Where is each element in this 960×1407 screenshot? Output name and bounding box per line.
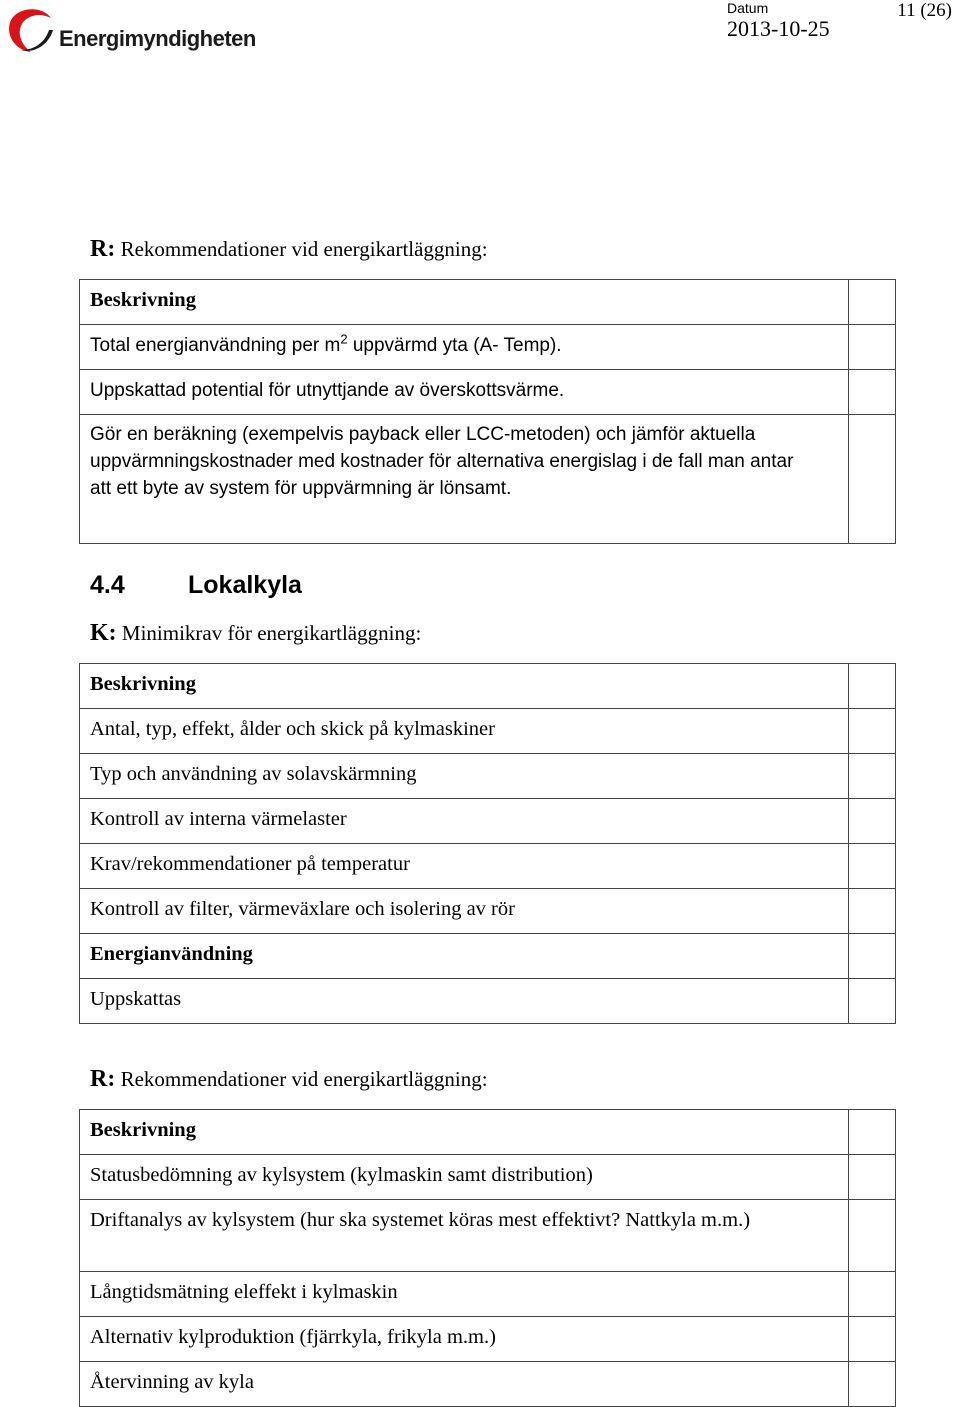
section-title bbox=[90, 571, 302, 600]
checkbox-cell[interactable] bbox=[849, 664, 896, 709]
checkbox-cell[interactable] bbox=[849, 889, 896, 934]
energy-use-header: Energianvändning bbox=[80, 934, 849, 979]
checkbox-cell[interactable] bbox=[849, 709, 896, 754]
table-row: Statusbedömning av kylsystem (kylmaskin samt distribution) bbox=[80, 1155, 849, 1200]
checkbox-cell[interactable] bbox=[849, 799, 896, 844]
recommendations-heading-text: Rekommendationer vid energikartläggning: bbox=[120, 1067, 488, 1091]
checkbox-cell[interactable] bbox=[849, 1155, 896, 1200]
description-header: Beskrivning bbox=[80, 1110, 849, 1155]
checkbox-cell[interactable] bbox=[849, 1110, 896, 1155]
page-number: 11 (26) bbox=[897, 0, 952, 21]
table-row: Driftanalys av kylsystem (hur ska systemet köras mest effektivt? Nattkyla m.m.) bbox=[80, 1200, 849, 1272]
description-header: Beskrivning bbox=[80, 280, 849, 325]
table-row: Uppskattad potential för utnyttjande av överskottsvärme. bbox=[80, 370, 849, 415]
table-row: Långtidsmätning eleffekt i kylmaskin bbox=[80, 1272, 849, 1317]
k-letter: K: bbox=[90, 620, 117, 646]
minimum-requirements-heading-text: Minimikrav för energikartläggning: bbox=[121, 621, 422, 645]
checkbox-cell[interactable] bbox=[849, 934, 896, 979]
recommendations-heading-cooling bbox=[90, 1066, 488, 1093]
recommendations-heading bbox=[90, 236, 488, 263]
energimyndigheten-logo bbox=[5, 4, 256, 56]
checkbox-cell[interactable] bbox=[849, 280, 896, 325]
checkbox-cell[interactable] bbox=[849, 754, 896, 799]
recommendations-heading-text: Rekommendationer vid energikartläggning: bbox=[120, 237, 488, 261]
table-row: Återvinning av kyla bbox=[80, 1362, 849, 1407]
date-label: Datum bbox=[727, 0, 769, 16]
requirements-table-cooling bbox=[79, 663, 896, 1024]
description-header: Beskrivning bbox=[80, 664, 849, 709]
recommendations-table-cooling bbox=[79, 1109, 896, 1407]
logo-text: Energimyndigheten bbox=[59, 26, 256, 51]
checkbox-cell[interactable] bbox=[849, 1200, 896, 1272]
checkbox-cell[interactable] bbox=[849, 844, 896, 889]
table-row: Gör en beräkning (exempelvis payback eller LCC-metoden) och jämför aktuella uppvärmningskostnader med kostnader för alternativa energislag i de fall man antar att ett byte av system för uppvärmning är lönsamt. bbox=[80, 415, 849, 544]
checkbox-cell[interactable] bbox=[849, 1362, 896, 1407]
checkbox-cell[interactable] bbox=[849, 415, 896, 544]
checkbox-cell[interactable] bbox=[849, 1317, 896, 1362]
checkbox-cell[interactable] bbox=[849, 370, 896, 415]
minimum-requirements-heading bbox=[90, 620, 421, 647]
logo-swoosh-icon bbox=[5, 4, 57, 56]
table-row: Alternativ kylproduktion (fjärrkyla, frikyla m.m.) bbox=[80, 1317, 849, 1362]
section-number: 4.4 bbox=[90, 571, 125, 599]
r-letter: R: bbox=[90, 1066, 116, 1092]
table-row: Uppskattas bbox=[80, 979, 849, 1024]
r-letter: R: bbox=[90, 236, 116, 262]
checkbox-cell[interactable] bbox=[849, 979, 896, 1024]
section-title-text: Lokalkyla bbox=[188, 571, 302, 599]
table-row: Krav/rekommendationer på temperatur bbox=[80, 844, 849, 889]
table-row: Kontroll av interna värmelaster bbox=[80, 799, 849, 844]
recommendations-table-heating bbox=[79, 279, 896, 544]
checkbox-cell[interactable] bbox=[849, 1272, 896, 1317]
table-row: Kontroll av filter, värmeväxlare och isolering av rör bbox=[80, 889, 849, 934]
table-row: Antal, typ, effekt, ålder och skick på kylmaskiner bbox=[80, 709, 849, 754]
table-row: Total energianvändning per $m^2$ uppvärmd yta (A- Temp). bbox=[80, 325, 849, 370]
table-row: Typ och användning av solavskärmning bbox=[80, 754, 849, 799]
date-value: 2013-10-25 bbox=[727, 16, 830, 41]
checkbox-cell[interactable] bbox=[849, 325, 896, 370]
